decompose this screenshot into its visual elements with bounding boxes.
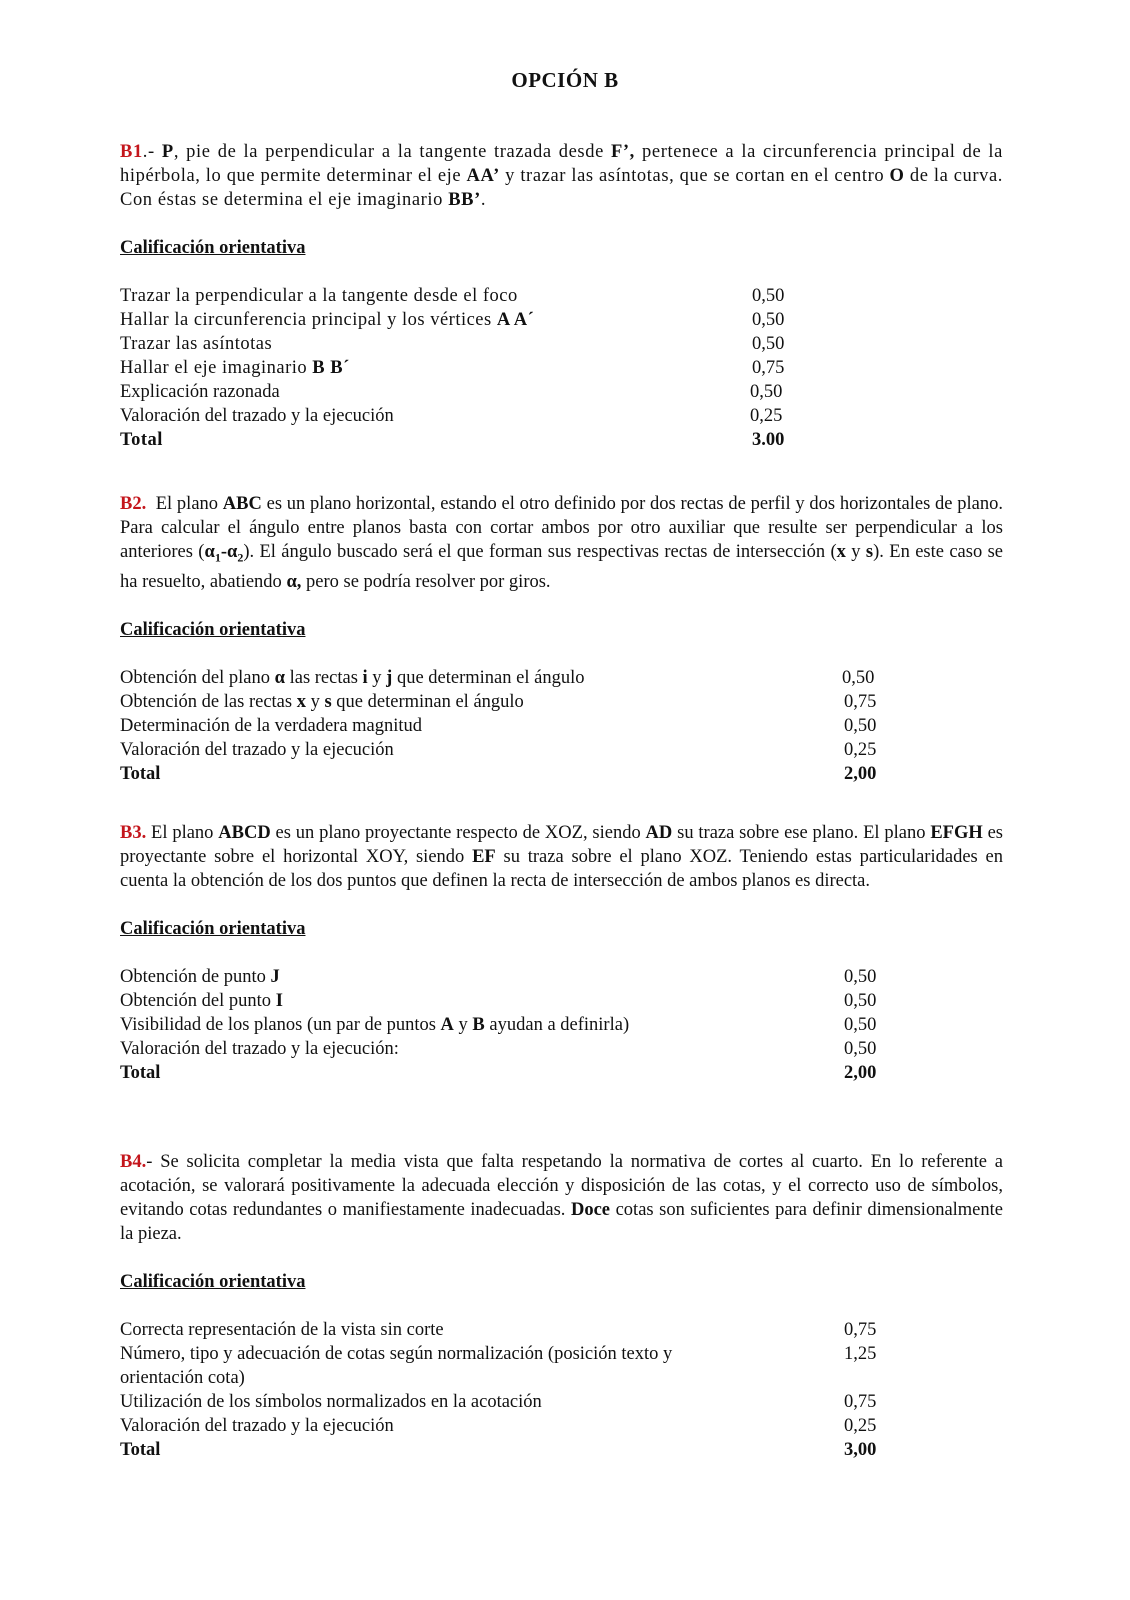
score-label: Valoración del trazado y la ejecución [120, 406, 394, 426]
page-title: OPCIÓN B [511, 68, 619, 92]
score-label: Valoración del trazado y la ejecución: [120, 1039, 399, 1059]
score-label: Utilización de los símbolos normalizados en la acotación [120, 1392, 542, 1412]
score-label: Explicación razonada [120, 382, 280, 402]
score-value: 0,50 [844, 715, 877, 736]
total-value: 3.00 [752, 430, 785, 450]
score-row [120, 965, 1003, 989]
score-value: 0,50 [752, 310, 785, 330]
b4-cal-heading: Calificación orientativa [120, 1272, 306, 1292]
score-row [120, 284, 1003, 308]
score-row [120, 738, 1003, 762]
score-value: 0,50 [844, 1015, 877, 1035]
score-label: Obtención del punto I [120, 991, 283, 1011]
score-row [120, 1342, 1003, 1390]
score-label: Correcta representación de la vista sin corte [120, 1320, 444, 1340]
b3-cal-heading: Calificación orientativa [120, 919, 306, 939]
section-b2 [120, 492, 1003, 786]
score-label: Valoración del trazado y la ejecución [120, 739, 394, 760]
score-label: Hallar el eje imaginario B B´ [120, 358, 350, 378]
section-b4 [120, 1150, 1003, 1462]
b4-code: B4. [120, 1152, 147, 1172]
score-row [120, 1390, 1003, 1414]
score-total-row [120, 1438, 1003, 1462]
score-row [120, 308, 1003, 332]
score-row [120, 989, 1003, 1013]
score-value: 0,50 [752, 334, 785, 354]
score-value: 0,50 [842, 667, 875, 688]
total-value: 3,00 [844, 1440, 877, 1460]
score-label: Hallar la circunferencia principal y los vértices A A´ [120, 310, 535, 330]
total-label: Total [120, 1440, 161, 1460]
score-row [120, 690, 1003, 714]
score-row [120, 356, 1003, 380]
score-row [120, 332, 1003, 356]
score-value: 0,25 [844, 1416, 877, 1436]
score-value: 0,50 [844, 1039, 877, 1059]
score-row [120, 666, 1003, 690]
score-row [120, 380, 1003, 404]
section-b1 [120, 140, 1003, 452]
section-b3 [120, 821, 1003, 1085]
score-value: 0,75 [844, 1320, 877, 1340]
b1-paragraph: B1.- P, pie de la perpendicular a la tangente trazada desde F’, pertenece a la circunferencia principal de la hipérbola, lo que permite determinar el eje AA’ y trazar las asíntotas, que se cortan en el centro O de la curva. Con éstas se determina el eje imaginario BB’. [120, 142, 1004, 210]
score-label: Obtención de punto J [120, 967, 280, 987]
b2-paragraph: B2. El plano ABC es un plano horizontal, estando el otro definido por dos rectas de perfil y dos horizontales de plano. Para calcular el ángulo entre planos basta con cortar ambos por otro auxiliar que resulte ser perpendicular a los anteriores $(\alpha_1-\alpha_2)$. El ángulo buscado será el que forman sus respectivas rectas de intersección (x y s). En este caso se ha resuelto, abatiendo α, pero se podría resolver por giros. [120, 494, 1003, 592]
score-value: 0,25 [750, 406, 783, 426]
score-value: 1,25 [844, 1344, 877, 1364]
score-total-row [120, 428, 1003, 452]
score-row [120, 1013, 1003, 1037]
total-label: Total [120, 1063, 161, 1083]
score-label: Número, tipo y adecuación de cotas según normalización (posición texto y orientación cota) [120, 1344, 673, 1388]
b2-score-table [120, 666, 1003, 786]
b2-code: B2. [120, 494, 147, 514]
score-row [120, 404, 1003, 428]
score-value: 0,25 [844, 739, 877, 760]
score-value: 0,50 [750, 382, 783, 402]
b1-score-table [120, 284, 1003, 452]
score-value: 0,50 [752, 286, 785, 306]
b4-score-table [120, 1318, 1003, 1462]
score-label: Determinación de la verdadera magnitud [120, 715, 423, 736]
score-total-row [120, 762, 1003, 786]
score-row [120, 1037, 1003, 1061]
b2-cal-heading: Calificación orientativa [120, 619, 306, 640]
b3-paragraph: B3. El plano ABCD es un plano proyectante respecto de XOZ, siendo AD su traza sobre ese plano. El plano EFGH es proyectante sobre el horizontal XOY, siendo EF su traza sobre el plano XOZ. Teniendo estas particularidades en cuenta la obtención de los dos puntos que definen la recta de intersección de ambos planos es directa. [120, 823, 1003, 891]
total-label: Total [120, 430, 163, 450]
score-label: Trazar la perpendicular a la tangente desde el foco [120, 286, 518, 306]
b1-code: B1 [120, 142, 143, 162]
b3-code: B3. [120, 823, 147, 843]
b4-paragraph: B4.- Se solicita completar la media vista que falta respetando la normativa de cortes al cuarto. En lo referente a acotación, se valorará positivamente la adecuada elección y disposición de las cotas, y el correcto uso de símbolos, evitando cotas redundantes o manifiestamente inadecuadas. Doce cotas son suficientes para definir dimensionalmente la pieza. [120, 1152, 1003, 1244]
score-row [120, 714, 1003, 738]
score-label: Visibilidad de los planos (un par de puntos A y B ayudan a definirla) [120, 1015, 630, 1035]
score-value: 0,50 [844, 991, 877, 1011]
score-label: Obtención del plano α las rectas i y j que determinan el ángulo [120, 667, 585, 688]
score-total-row [120, 1061, 1003, 1085]
total-value: 2,00 [844, 763, 877, 784]
score-row [120, 1414, 1003, 1438]
score-label: Trazar las asíntotas [120, 334, 273, 354]
score-label: Valoración del trazado y la ejecución [120, 1416, 394, 1436]
b1-cal-heading: Calificación orientativa [120, 238, 306, 258]
total-label: Total [120, 763, 161, 784]
score-value: 0,75 [752, 358, 785, 378]
total-value: 2,00 [844, 1063, 877, 1083]
score-row [120, 1318, 1003, 1342]
score-value: 0,75 [844, 1392, 877, 1412]
score-label: Obtención de las rectas x y s que determinan el ángulo [120, 691, 524, 712]
score-value: 0,75 [844, 691, 877, 712]
b3-score-table [120, 965, 1003, 1085]
score-value: 0,50 [844, 967, 877, 987]
